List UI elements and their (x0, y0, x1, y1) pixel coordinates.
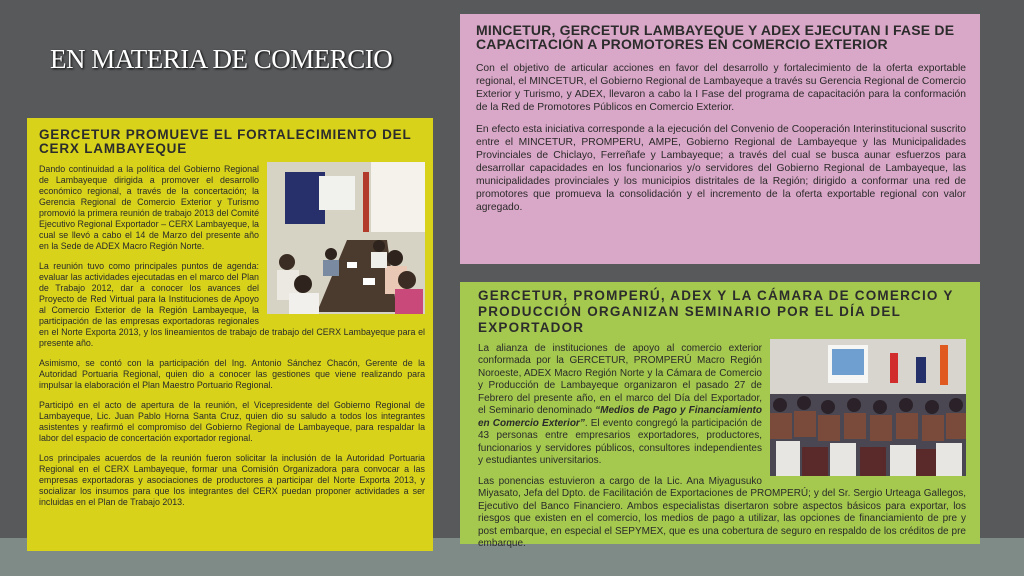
slide-title: EN MATERIA DE COMERCIO (50, 44, 393, 74)
paragraph-1-text-start: La alianza de instituciones de apoyo al comercio exterior conformada por la GERCETUR, PROMPERÚ Macro Región Noroeste, ADEX Macro Región Norte y la Cámara de Comercio y Producción de Lambayeque organizaron el pasado 27 de Febrero del presente año, en el marco del Día del Exportador, el Seminario denominado (478, 342, 762, 417)
bottom-right-article-panel (460, 282, 980, 550)
seminar-name: “Medios de Pago y Financiamiento en Comercio Exterior” (478, 405, 762, 429)
paragraph-1-text-end: . El evento congregó la participación de 43 personas entre empresarios exportadores, productores, funcionarios y servidores públicos, consultores independientes y estudiantes universitarios. (478, 417, 762, 467)
left-article-paragraph-2: La reunión tuvo como principales puntos de agenda: evaluar las actividades ejecutadas en el marco del Plan de Trabajo 2012, dar a conocer los avances del Proyecto de Red Virtual para la Instituciones de Apoyo al Comercio Exterior de la Región Lambayeque, la participación de las empresas exportadoras regionales en el Norte Exporta 2013, y los lineamientos de trabajo de trabajo del CERX Lambayeque para el presente año. (39, 260, 425, 348)
top-right-article-paragraph-1: Con el objetivo de articular acciones en favor del desarrollo y fortalecimiento de la oferta exportable regional, el MINCETUR, el Gobierno Regional de Lambayeque a través su Gerencia Regional de Comercio Exterior y Turismo, y ADEX, llevaron a cabo la I Fase del programa de capacitación para la conformación de la Red de Promotores Públicos en Comercio Exterior. (476, 62, 966, 113)
top-right-article-paragraph-2: En efecto esta iniciativa corresponde a la ejecución del Convenio de Cooperación Interinstitucional suscrito entre el MINCETUR, PROMPERU, AMPE, Gobierno Regional de Lambayeque y las Municipalidades Provinciales de Chiclayo, Ferreñafe y Lambayeque; a través del cual se busca aunar esfuerzos para desarrollar capacidades en los funcionarios y/o servidores del Gobierno Regional de Lambayeque, las municipalidades provinciales y los municipios distritales de la Región; dirigido a conformar una red de promotores que promueva la consolidación y el incremento de la oferta exportable regional con valor agregado. (476, 123, 966, 213)
bottom-right-article-paragraph-2: Las ponencias estuvieron a cargo de la Lic. Ana Miyagusuko Miyasato, Jefa del Dpto. de Facilitación de Exportaciones de PROMPERÚ; y del Sr. Sergio Urteaga Gallegos, Ejecutivo del Banco Financiero. Ambos especialistas disertaron sobre aspectos básicos para exportar, los riesgos que existen en el comercio, los medios de pago a utilizar, las opciones de financiamiento de pre y post embarque, en especial el SEPYMEX, que es una cobertura de seguro en respaldo de los créditos de pre embarque. (478, 475, 966, 550)
meeting-photo (267, 162, 425, 314)
bottom-right-article-heading: GERCETUR, PROMPERÚ, ADEX Y LA CÁMARA DE COMERCIO Y PRODUCCIÓN ORGANIZAN SEMINARIO POR EL DÍA DEL EXPORTADOR (478, 288, 954, 336)
left-article-panel (27, 118, 433, 551)
left-article-paragraph-1: Dando continuidad a la política del Gobierno Regional de Lambayeque dirigida a promover el desarrollo económico regional, a través de la concertación; la Gerencia Regional de Comercio Exterior y Turismo promovió la primera reunión de trabajo 2013 del Comité Ejecutivo Regional Exportador – CERX Lambayeque, la cual se llevó a cabo el 14 de Marzo del presente año en la Sede de ADEX Macro Región Norte. (39, 163, 259, 251)
left-article-paragraph-5: Los principales acuerdos de la reunión fueron solicitar la inclusión de la Autoridad Portuaria Regional en el CERX Lambayeque, formar una Comisión Organizadora para convocar a las empresas exportadoras y asociaciones de productores a participar del Norte Exporta 2013, y socializar los insumos para que los integrantes del CERX puedan proponer actividades a ser incluidas en el Plan de Trabajo 2013. (39, 452, 425, 507)
top-right-article-panel (460, 14, 980, 264)
left-article-heading: GERCETUR PROMUEVE EL FORTALECIMIENTO DEL CERX LAMBAYEQUE (39, 127, 412, 156)
left-article-paragraph-4: Participó en el acto de apertura de la reunión, el Vicepresidente del Gobierno Regional de Lambayeque, Lic. Juan Pablo Horna Santa Cruz, quien dio su saludo a todos los integrantes asistentes y reafirmó el compromiso del Gobierno Regional de Lambayeque, para respaldar la labor del espacio de concertación exportador regional. (39, 399, 425, 443)
seminar-photo (770, 339, 966, 476)
left-article-paragraph-3: Asimismo, se contó con la participación del Ing. Antonio Sánchez Chacón, Gerente de la Autoridad Portuaria Regional, quien dio a conocer las gestiones que viene realizando para impulsar la elaboración el Plan Maestro Portuario Regional. (39, 357, 425, 390)
top-right-article-heading: MINCETUR, GERCETUR LAMBAYEQUE Y ADEX EJECUTAN I FASE DE CAPACITACIÓN A PROMOTORES EN COMERCIO EXTERIOR (476, 22, 955, 53)
